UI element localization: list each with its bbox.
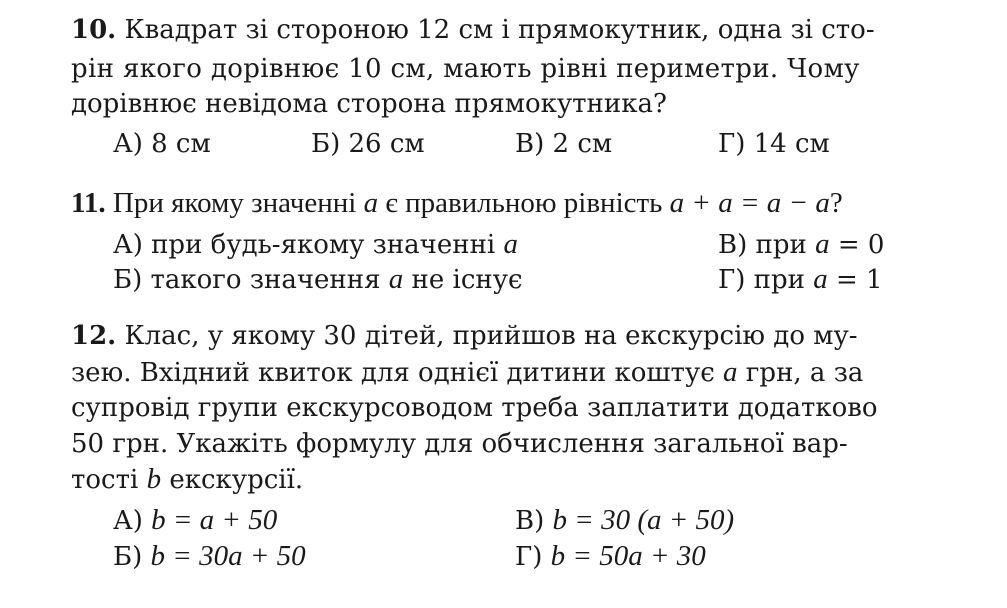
q11-var: a [363,187,379,219]
q12-text-2a: зею. Вхідний квиток для однієї дитини коштує [71,358,724,388]
q12-option-a-label: А) [113,506,152,536]
q12-option-g-formula: b = 50a + 30 [550,540,706,572]
q10-number: 10. [71,15,117,45]
q12-text-5a: тості [71,465,147,495]
q12-option-b-label: Б) [113,542,151,572]
q12-option-b-formula: b = 30a + 50 [150,540,306,572]
q11-equation: a + a = a − a [669,187,830,219]
q11-number: 11. [71,187,106,219]
q12-option-b [113,540,306,573]
q11-option-b-var: a [388,263,404,295]
q12-option-v-formula: b = 30 (a + 50) [552,504,735,536]
q12-line-4: 50 грн. Укажіть формулу для обчислення загальної вар- [71,429,848,459]
q12-option-a-formula: b = a + 50 [151,504,278,536]
q12-option-v [515,504,734,537]
q11-option-b-text-1: Б) такого значення [113,265,389,295]
q10-text-1: Квадрат зі стороною 12 см і прямокутник, одна зі сто- [116,15,875,45]
q10-line-1 [71,14,875,46]
q11-qmark: ? [829,187,843,219]
q11-option-g-value: = 1 [827,265,883,295]
q12-option-g [515,540,706,573]
q11-option-g-var: a [813,263,828,295]
q10-option-a: А) 8 см [113,129,211,159]
q12-option-a [113,504,277,537]
q11-option-v-text: В) при [718,230,816,260]
q11-option-b-text-2: не існує [403,265,523,295]
q12-var-b: b [146,463,162,495]
q11-text-b: є правильною рівність [378,187,670,219]
q11-option-b [113,263,523,296]
q11-option-g [718,263,883,296]
q11-option-a-text: А) при будь-якому значенні [113,230,504,260]
q12-number: 12. [71,321,117,351]
q12-option-v-label: В) [515,506,553,536]
q10-line-2: рін якого дорівнює 10 см, мають рівні периметри. Чому [71,54,860,84]
q12-line-5 [71,463,303,496]
q10-option-b: Б) 26 см [311,129,425,159]
q12-line-3: супровід групи екскурсоводом треба заплатити додатково [71,393,878,423]
q11-line-1 [71,187,843,219]
q12-line-2 [71,356,863,389]
q10-option-g: Г) 14 см [718,129,830,159]
q10-option-v: В) 2 см [515,129,613,159]
q11-option-a [113,228,518,261]
q11-text-a: При якому значенні [105,187,364,219]
q12-text-2b: грн, а за [737,358,864,388]
q10-line-3: дорівнює невідома сторона прямокутника? [71,89,667,119]
q12-option-g-label: Г) [515,542,551,572]
q11-option-a-var: a [503,228,518,260]
q12-line-1 [71,320,858,352]
q11-option-v-value: = 0 [829,230,885,260]
q11-option-v [718,228,884,261]
q12-text-5b: екскурсії. [161,465,304,495]
q11-option-v-var: a [815,228,830,260]
q12-var-a: a [723,356,738,388]
q11-option-g-text: Г) при [718,265,814,295]
q12-text-1: Клас, у якому 30 дітей, прийшов на екскурсію до му- [116,321,858,351]
